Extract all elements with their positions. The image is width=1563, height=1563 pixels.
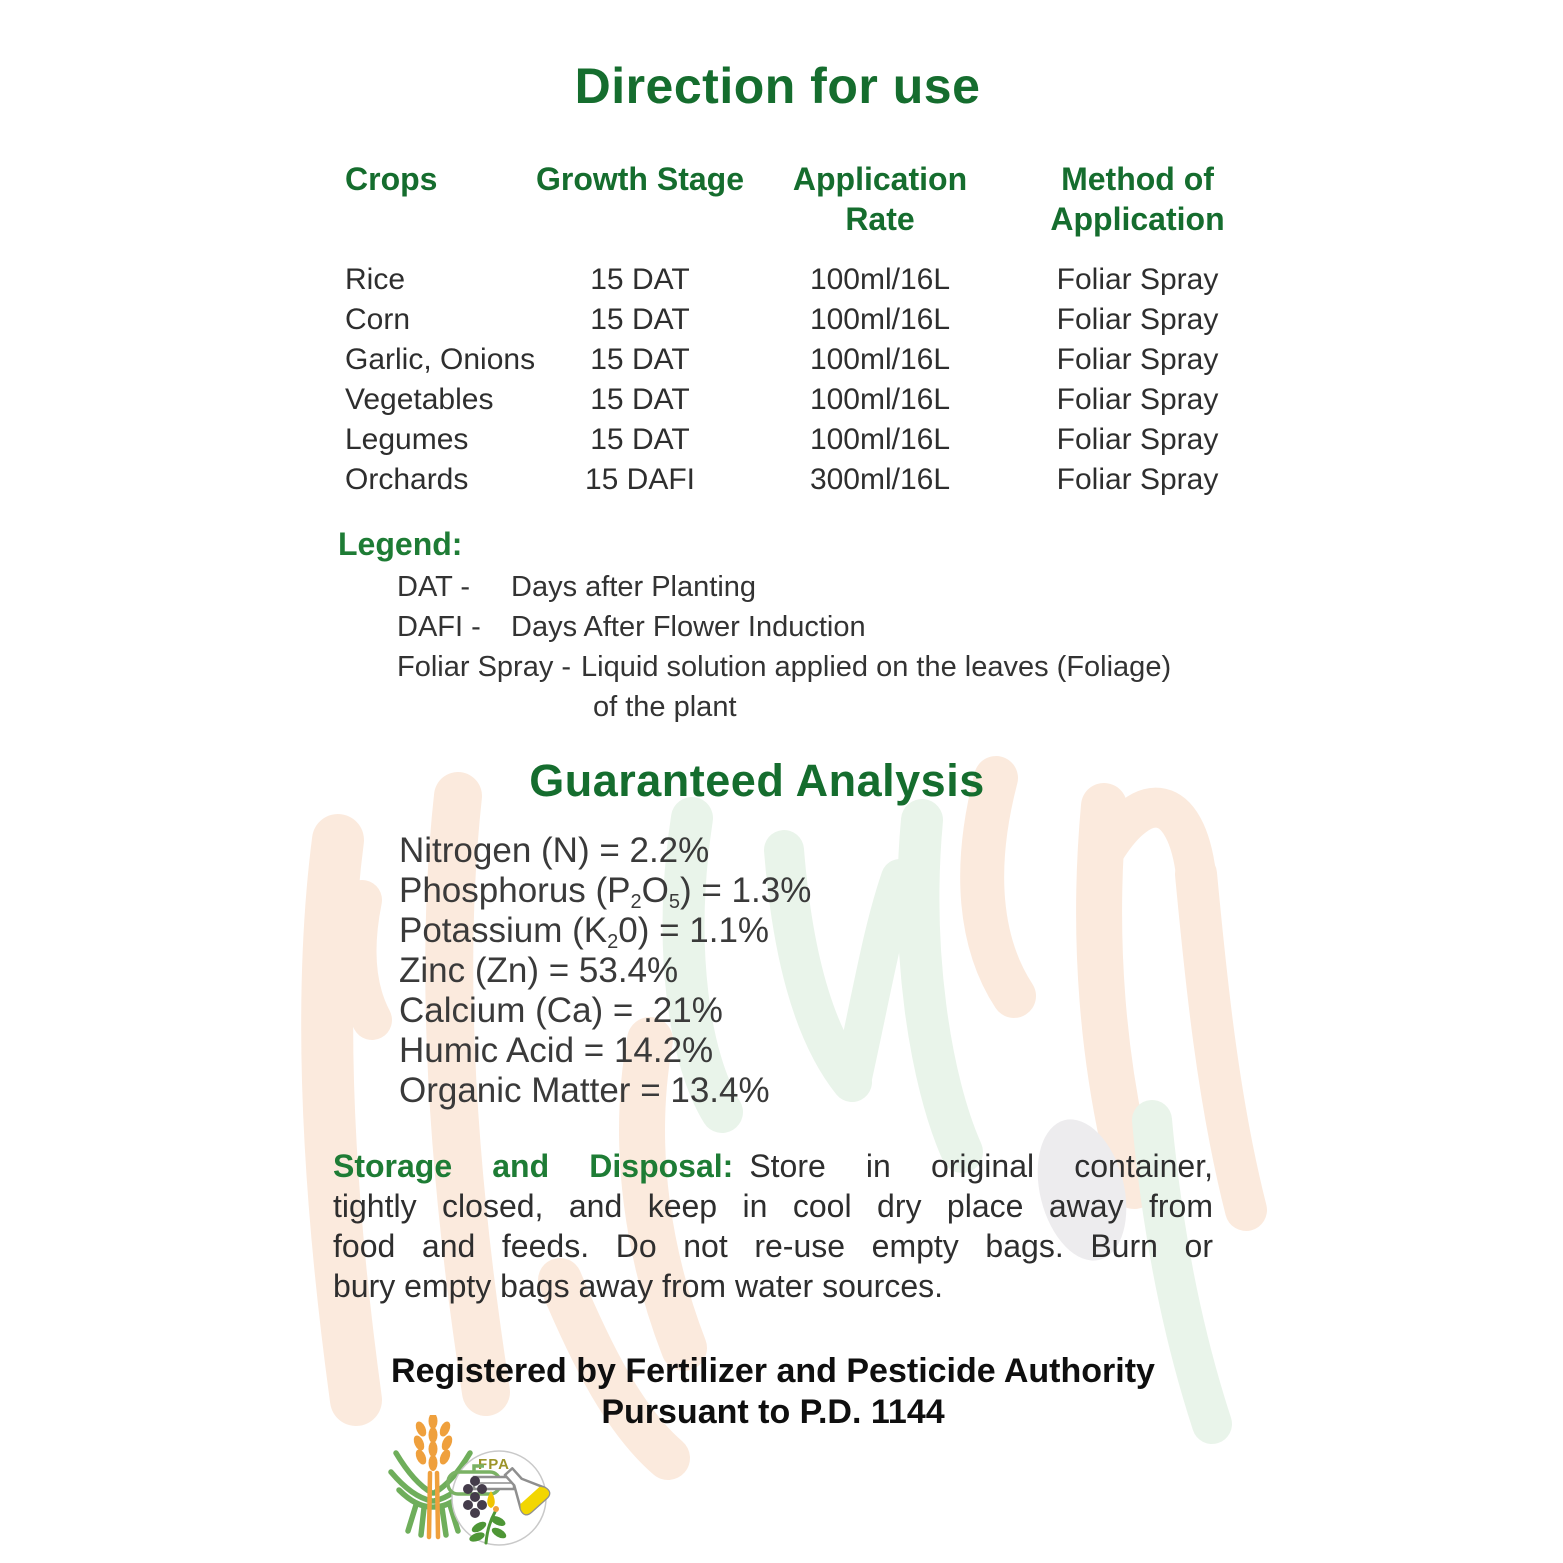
analysis-item: Calcium (Ca) = .21%: [399, 991, 723, 1030]
table-cell-crop: Rice: [345, 263, 406, 296]
storage-line: food and feeds. Do not re-use empty bags. Burn or: [333, 1228, 1213, 1264]
legend-item: [397, 567, 1238, 607]
legend-term: DAFI -: [397, 611, 481, 643]
column-header-line: Crops: [345, 161, 438, 197]
guaranteed-analysis-list: [399, 831, 811, 1111]
legend-heading: Legend:: [338, 526, 463, 562]
column-header: [530, 159, 750, 239]
analysis-item: Phosphorus $(P_2O_5) = 1.3\%$: [399, 871, 812, 913]
legend-definition-continuation: of the plant: [593, 691, 737, 723]
legend-items: [397, 567, 1238, 727]
table-cell-rate: 100ml/16L: [809, 303, 951, 336]
table-cell-method: Foliar Spray: [1056, 303, 1219, 336]
analysis-item: Humic Acid = 14.2%: [399, 1031, 714, 1070]
column-header-line: Method of: [1061, 161, 1214, 197]
analysis-item: Zinc (Zn) = 53.4%: [399, 951, 679, 990]
subscript: 2: [630, 891, 642, 913]
table-cell-method: Foliar Spray: [1056, 263, 1219, 296]
table-cell-stage: 15 DAT: [590, 303, 690, 336]
analysis-item: Nitrogen (N) = 2.2%: [399, 831, 710, 870]
legend-item: [397, 607, 1238, 647]
storage-line: tightly closed, and keep in cool dry place away from: [333, 1188, 1213, 1224]
directions-table-header: [345, 159, 1265, 239]
table-cell-stage: 15 DAT: [590, 383, 690, 416]
registration-line2: Pursuant to P.D. 1144: [601, 1393, 945, 1431]
storage-disposal-section: [333, 1146, 1213, 1306]
legend-definition: Liquid solution applied on the leaves (Foliage): [581, 651, 1172, 683]
column-header: [345, 159, 530, 239]
table-cell-crop: Garlic, Onions: [345, 343, 536, 376]
legend-definition: Days after Planting: [511, 571, 757, 603]
table-cell-method: Foliar Spray: [1056, 463, 1219, 496]
legend-term: DAT -: [397, 571, 471, 603]
directions-table-body: [345, 260, 1265, 500]
storage-text: Store in original container,: [749, 1148, 1214, 1184]
fpa-logo: [386, 1415, 558, 1563]
table-cell-stage: 15 DAT: [590, 343, 690, 376]
page-title: Direction for use: [574, 58, 981, 114]
table-cell-crop: Corn: [345, 303, 411, 336]
table-cell-crop: Orchards: [345, 463, 469, 496]
table-cell-crop: Legumes: [345, 423, 469, 456]
table-cell-method: Foliar Spray: [1056, 343, 1219, 376]
legend-definition: Days After Flower Induction: [511, 611, 866, 643]
table-cell-method: Foliar Spray: [1056, 423, 1219, 456]
column-header-line: Growth Stage: [535, 161, 744, 197]
table-cell-rate: 100ml/16L: [809, 263, 951, 296]
legend-item: [397, 647, 1238, 687]
fpa-acronym-text: FPA: [478, 1456, 510, 1473]
legend-term: Foliar Spray -: [397, 651, 572, 683]
column-header-line: Application: [792, 161, 968, 197]
registration-line1: Registered by Fertilizer and Pesticide Authority: [391, 1352, 1155, 1390]
column-header: [750, 159, 1010, 239]
column-header: [1010, 159, 1265, 239]
table-cell-stage: 15 DAT: [590, 263, 690, 296]
storage-line: bury empty bags away from water sources.: [333, 1268, 944, 1304]
table-cell-rate: 100ml/16L: [809, 343, 951, 376]
table-cell-stage: 15 DAT: [590, 423, 690, 456]
storage-disposal-label: Storage and Disposal:: [333, 1148, 734, 1184]
subscript: 2: [607, 931, 619, 953]
table-cell-rate: 100ml/16L: [809, 383, 951, 416]
column-header-line: Rate: [845, 201, 915, 237]
legend-section: [338, 524, 1238, 727]
table-cell-rate: 100ml/16L: [809, 423, 951, 456]
guaranteed-analysis-heading: Guaranteed Analysis: [529, 755, 985, 806]
table-cell-crop: Vegetables: [345, 383, 494, 416]
analysis-item: Organic Matter = 13.4%: [399, 1071, 770, 1110]
column-header-line: Application: [1050, 201, 1225, 237]
table-cell-method: Foliar Spray: [1056, 383, 1219, 416]
table-cell-rate: 300ml/16L: [809, 463, 951, 496]
table-cell-stage: 15 DAFI: [584, 463, 696, 496]
analysis-item: Potassium $(K_20) = 1.1\%$: [399, 911, 770, 953]
subscript: 5: [668, 891, 681, 913]
storage-line: [333, 1146, 1213, 1186]
directions-table: [345, 159, 1265, 500]
